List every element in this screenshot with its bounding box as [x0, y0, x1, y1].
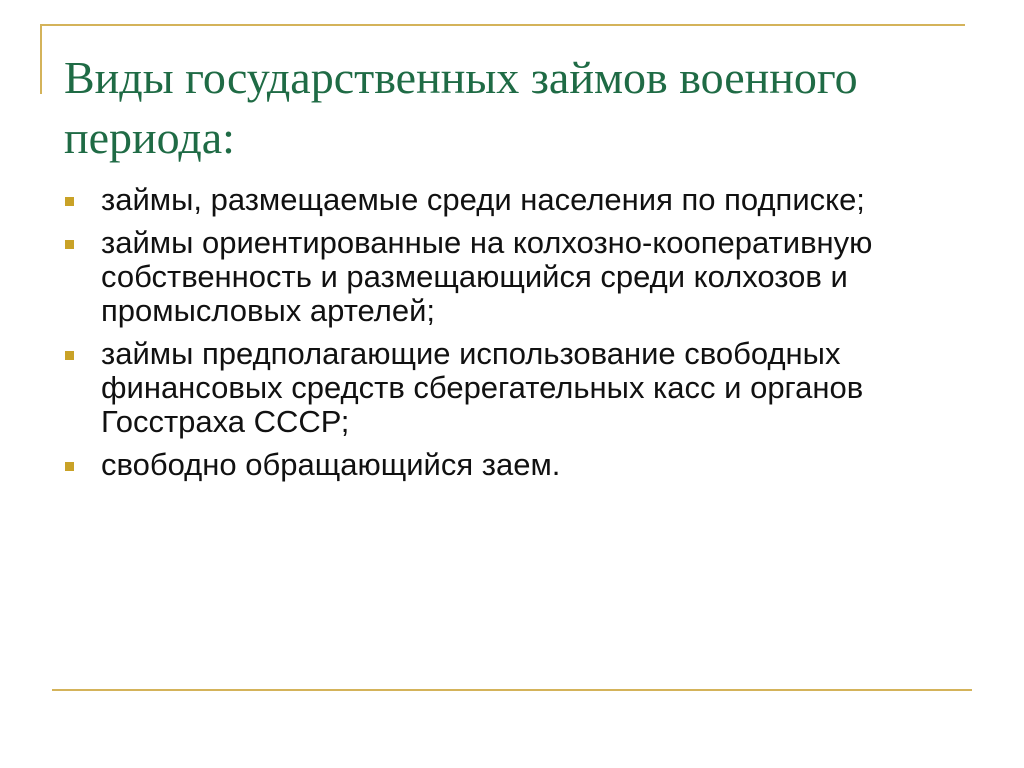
slide-title: Виды государственных займов военного периода:: [64, 52, 858, 163]
bullet-text: займы предполагающие использование свободных финансовых средств сберегательных касс и органов Госстраха СССР;: [101, 336, 864, 439]
bullet-list: [64, 183, 984, 491]
left-accent-line: [40, 24, 42, 94]
bullet-text: займы, размещаемые среди населения по подписке;: [101, 182, 865, 217]
bullet-text: свободно обращающийся заем.: [101, 447, 561, 482]
square-bullet-icon: [65, 240, 74, 249]
bullet-item: [64, 226, 984, 328]
square-bullet-icon: [65, 351, 74, 360]
top-divider: [40, 24, 965, 26]
square-bullet-icon: [65, 197, 74, 206]
bottom-divider: [52, 689, 972, 691]
bullet-text: займы ориентированные на колхозно-кооперативную собственность и размещающийся среди колхозов и промысловых артелей;: [101, 225, 873, 328]
bullet-item: [64, 337, 984, 439]
square-bullet-icon: [65, 462, 74, 471]
bullet-item: [64, 183, 984, 217]
bullet-item: [64, 448, 984, 482]
